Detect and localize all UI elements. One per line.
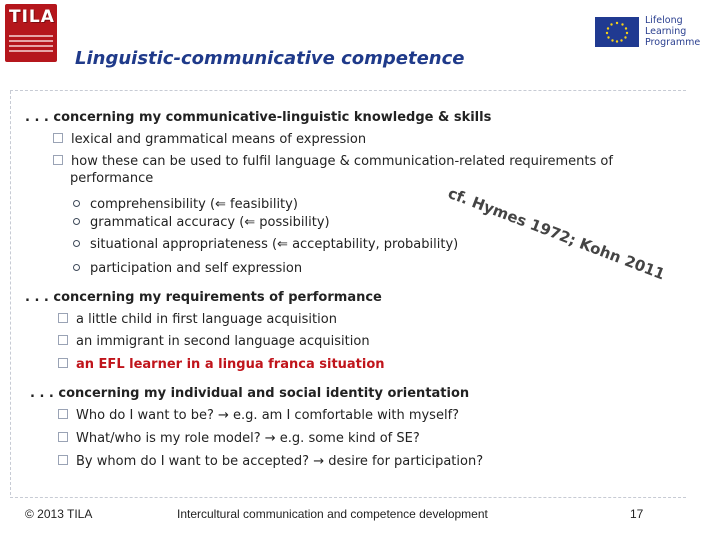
- sub-list-item: situational appropriateness (⇐ acceptability, probability): [73, 237, 458, 252]
- tila-logo: [5, 4, 57, 62]
- ring-bullet-icon: [73, 200, 80, 207]
- checkbox-icon: [53, 133, 63, 143]
- checkbox-icon: [58, 409, 68, 419]
- checkbox-icon: [58, 335, 68, 345]
- eu-line: Programme: [645, 37, 701, 48]
- ring-bullet-icon: [73, 240, 80, 247]
- footer-center-text: Intercultural communication and competence development: [177, 507, 488, 521]
- footer-copyright: © 2013 TILA: [25, 507, 93, 521]
- checkbox-icon: [58, 432, 68, 442]
- eu-programme-label: [645, 15, 700, 48]
- citation: cf. Hymes 1972; Kohn 2011: [445, 184, 668, 284]
- eu-flag-icon: [595, 17, 639, 47]
- list-item: By whom do I want to be accepted? → desire for participation?: [58, 454, 483, 469]
- logo-text-lines: [9, 32, 53, 55]
- list-item: What/who is my role model? → e.g. some kind of SE?: [58, 431, 420, 446]
- footer-divider: [10, 497, 686, 498]
- eu-line: Lifelong: [645, 15, 683, 26]
- list-item-continuation: performance: [70, 171, 154, 186]
- checkbox-icon: [58, 313, 68, 323]
- list-item-highlight: an EFL learner in a lingua franca situation: [58, 357, 385, 372]
- list-item: how these can be used to fulfil language & communication-related requirements of: [53, 154, 613, 169]
- ring-bullet-icon: [73, 218, 80, 225]
- checkbox-icon: [58, 455, 68, 465]
- list-item: lexical and grammatical means of expression: [53, 132, 366, 147]
- list-item: Who do I want to be? → e.g. am I comfortable with myself?: [58, 408, 459, 423]
- section-heading: . . . concerning my individual and social identity orientation: [30, 386, 470, 401]
- checkbox-icon: [53, 155, 63, 165]
- page-title: Linguistic-communicative competence: [75, 48, 465, 69]
- list-item: an immigrant in second language acquisition: [58, 334, 370, 349]
- checkbox-icon: [58, 358, 68, 368]
- eu-line: Learning: [645, 26, 687, 37]
- ring-bullet-icon: [73, 264, 80, 271]
- logo-mark: TILA: [9, 7, 55, 27]
- sub-list-item: participation and self expression: [73, 261, 302, 276]
- left-guide: [10, 91, 11, 495]
- page-number: 17: [630, 507, 644, 521]
- header-divider: [10, 90, 686, 91]
- section-heading: . . . concerning my requirements of performance: [25, 290, 382, 305]
- sub-list-item: grammatical accuracy (⇐ possibility): [73, 215, 330, 230]
- sub-list-item: comprehensibility (⇐ feasibility): [73, 197, 298, 212]
- section-heading: . . . concerning my communicative-linguistic knowledge & skills: [25, 110, 492, 125]
- list-item: a little child in first language acquisition: [58, 312, 337, 327]
